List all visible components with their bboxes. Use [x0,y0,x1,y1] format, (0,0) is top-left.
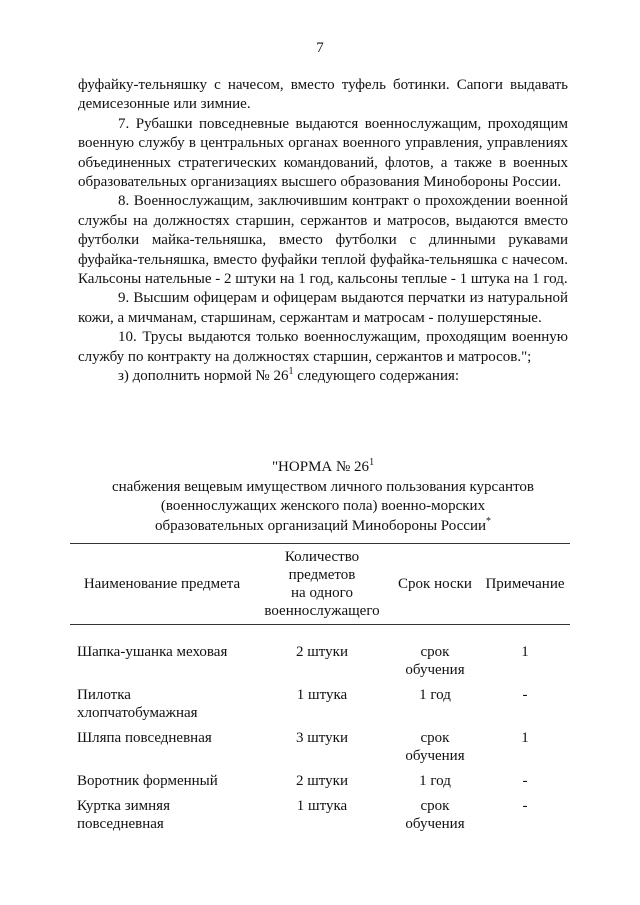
norm-title [78,458,568,478]
cell-term-line: обучения [405,662,465,678]
page-number: 7 [316,40,324,56]
cell-name-line: Пилотка [77,687,131,703]
cell-name-line: Шапка-ушанка меховая [77,644,228,660]
cell-qty: 1 штука [296,798,348,814]
cell-term-line: 1 год [419,773,451,789]
header-name: Наименование предмета [70,544,254,625]
cell-term [390,727,480,770]
norm-heading [78,458,568,536]
norm-subtitle-3-sup: * [486,515,492,527]
norm-subtitle-3-text: образовательных организаций Минобороны России [154,517,487,534]
table-row [70,727,570,770]
cell-name [70,770,254,795]
cell-term-line: 1 год [419,687,451,703]
table-row [70,770,570,795]
cell-note: - [522,687,528,703]
norm-subtitle-2: (военнослужащих женского пола) военно-морских [160,498,486,514]
cell-qty: 2 штуки [296,773,348,789]
header-qty-line: Количество [284,549,360,565]
cell-name [70,795,254,838]
cell-name-line: Куртка зимняя [77,798,170,814]
cell-term-line: срок [420,798,450,814]
paragraph-z [78,367,568,386]
cell-term [390,625,480,685]
header-qty [254,544,390,625]
cell-term-line: обучения [405,816,465,832]
cell-qty: 2 штуки [296,644,348,660]
paragraph-z-sup: 1 [288,366,294,378]
paragraph-8: 8. Военнослужащим, заключившим контракт о прохождении военной службы на должностях старшин, сержантов и матросов, выдаются вместо футболки майка-тельняшка, вместо футболки с длинными рукавами фуфайка-тельняшка, вместо фуфайки теплой фуфайка-тельняшка с начесом. Кальсоны нательные - 2 штуки на 1 год, кальсоны теплые - 1 штука на 1 год. [78,193,568,288]
cell-name-line: повседневная [77,816,164,832]
cell-qty: 1 штука [296,687,348,703]
cell-term-line: срок [420,644,450,660]
paragraph-z-text: з) дополнить нормой № 26 [118,368,289,385]
paragraph-7: 7. Рубашки повседневные выдаются военнослужащим, проходящим военную службу в центральных органах военного управления, управлениях объединенных стратегических командований, флотов, а также в военных образовательных организациях высшего образования Минобороны России. [78,115,568,191]
cell-note: 1 [521,644,529,660]
cell-name-line: хлопчатобумажная [77,705,198,721]
cell-name [70,684,254,727]
table-row [70,684,570,727]
items-table [70,543,570,838]
table-row [70,795,570,838]
header-qty-line: военнослужащего [264,603,380,619]
cell-qty: 3 штуки [296,730,348,746]
header-term: Срок носки [390,544,480,625]
cell-name-line: Воротник форменный [77,773,218,789]
cell-term [390,795,480,838]
table-row [70,625,570,685]
norm-title-sup: 1 [369,457,375,468]
cell-note: - [522,798,528,814]
paragraph-z-tail: следующего содержания: [293,368,460,385]
norm-title-text: "НОРМА № 26 [271,459,370,475]
header-qty-line: на одного [291,585,353,601]
cell-term [390,770,480,795]
cell-name-line: Шляпа повседневная [77,730,212,746]
table-header-row [70,544,570,625]
cell-term-line: обучения [405,748,465,764]
paragraph-10: 10. Трусы выдаются только военнослужащим, проходящим военную службу по контракту на должностях старшин, сержантов и матросов."; [78,329,568,365]
cell-term-line: срок [420,730,450,746]
cell-note: 1 [521,730,529,746]
paragraph-9: 9. Высшим офицерам и офицерам выдаются перчатки из натуральной кожи, а мичманам, старшинам, сержантам и матросам - полушерстяные. [78,290,568,326]
header-note: Примечание [480,544,570,625]
paragraph-continuation: фуфайку-тельняшку с начесом, вместо туфель ботинки. Сапоги выдавать демисезонные или зимние. [78,77,568,113]
norm-subtitle-3 [78,517,568,537]
cell-term [390,684,480,727]
cell-name [70,727,254,770]
norm-subtitle-1: снабжения вещевым имуществом личного пользования курсантов [111,478,535,495]
cell-name [70,625,254,685]
header-qty-line: предметов [288,567,356,583]
cell-note: - [522,773,528,789]
body-text [78,76,568,387]
